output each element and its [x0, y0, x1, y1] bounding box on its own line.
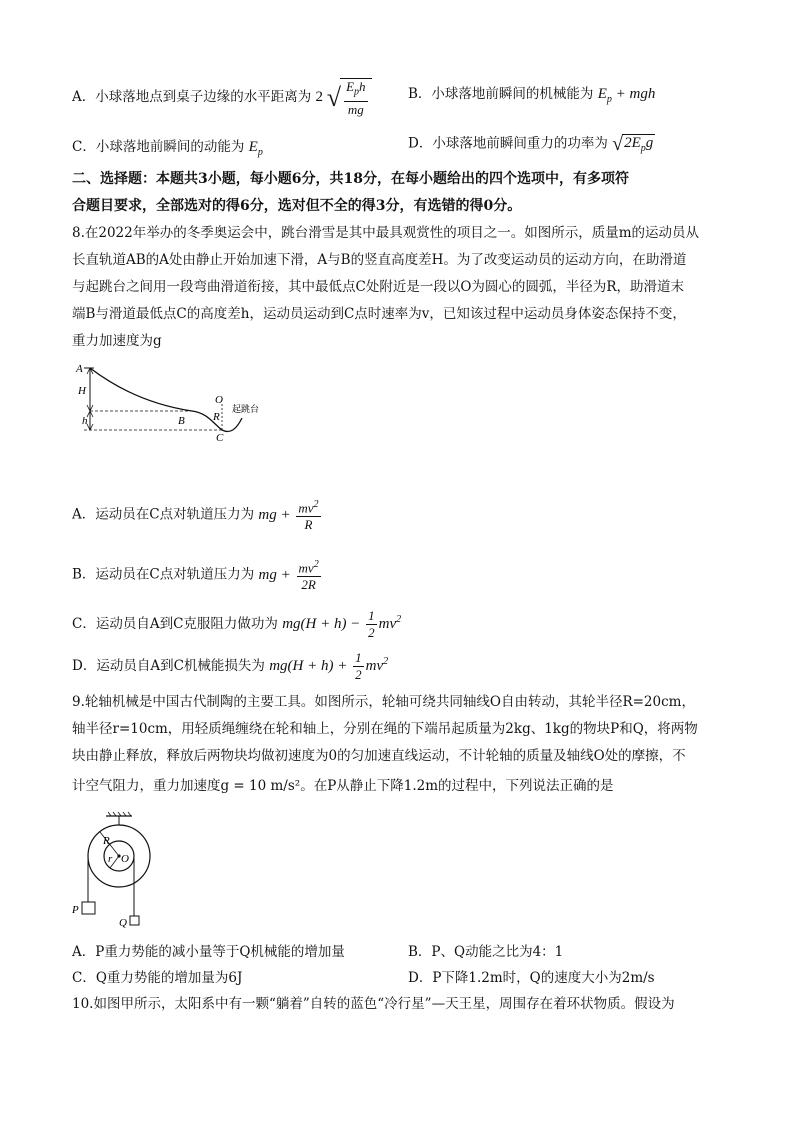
q8-stem-line: 与起跳台之间用一段弯曲滑道衔接，其中最低点C处附近是一段以O为圆心的圆弧，半径为R，助滑道末 [72, 279, 685, 295]
wheel-axle-figure [70, 810, 160, 930]
q10-stem-line: 10.如图甲所示，太阳系中有一颗“躺着”自转的蓝色“冷行星”—天王星，周围存在着环状物质。假设为 [72, 996, 675, 1012]
q7-option-c: C．小球落地前瞬间的动能为 $E_p$ [72, 139, 263, 158]
q9-option-c: C．Q重力势能的增加量为6J [72, 970, 243, 986]
label-h-small: h [82, 415, 88, 427]
block-p [82, 902, 95, 914]
label-p: P [72, 904, 79, 916]
q7-option-b: B．小球落地前瞬间的机械能为 $E_p$ + mgh [408, 86, 656, 105]
sqrt-expression: √ $\frac{E_ph}{mg}$ [327, 78, 372, 118]
label-big-r: R [103, 835, 110, 847]
q8-stem-line: 长直轨道AB的A处由静止开始加速下滑，A与B的竖直高度差H。为了改变运动员的运动方向，在助滑道 [72, 252, 687, 268]
q8-option-d: D．运动员自A到C机械能损失为 mg(H + h) + $\frac{1}{2}$ $mv^2$ [72, 650, 389, 682]
q9-option-b: B．P、Q动能之比为4：1 [408, 944, 564, 960]
q9-stem-line: 块由静止释放，释放后两物块均做初速度为0的匀加速直线运动，不计轮轴的质量及轴线O处的摩擦，不 [72, 748, 686, 764]
q9-stem-line: 轴半径r=10cm，用轻质绳缠绕在轮和轴上，分别在绳的下端吊起质量为2kg、1kg的物块P和Q，将两物 [72, 721, 698, 737]
label-r: R [213, 411, 220, 423]
q8-stem-line: 重力加速度为g [72, 333, 162, 349]
block-q [130, 916, 139, 925]
label-platform: 起跳台 [232, 405, 260, 415]
q8-option-b: B．运动员在C点对轨道压力为 mg + $\frac{mv^2}{2R}$ [72, 559, 319, 593]
label-h-big: H [78, 385, 86, 397]
label-b: B [178, 415, 185, 427]
label-q: Q [119, 917, 127, 929]
section-heading-line1: 二、选择题：本题共3小题，每小题6分，共18分，在每小题给出的四个选项中，有多项符 [72, 171, 629, 187]
q8-stem-line: 端B与滑道最低点C的高度差h，运动员运动到C点时速率为v，已知该过程中运动员身体姿态保持不变， [72, 306, 686, 322]
q7-option-a: A．小球落地点到桌子边缘的水平距离为 2 √ $\frac{E_ph}{mg}$ [72, 78, 372, 118]
label-o: O [215, 394, 223, 406]
q9-stem-line: 计空气阻力，重力加速度g = 10 m/s²。在P从静止下降1.2m的过程中，下列说法正确的是 [72, 778, 614, 794]
q8-option-a: A．运动员在C点对轨道压力为 mg + $\frac{mv^2}{R}$ [72, 499, 319, 533]
q9-option-a: A．P重力势能的减小量等于Q机械能的增加量 [72, 944, 345, 960]
label-small-r: r [108, 853, 113, 865]
q9-stem-line: 9.轮轴机械是中国古代制陶的主要工具。如图所示，轮轴可绕共同轴线O自由转动，其轮半径R=20cm， [72, 694, 695, 710]
ski-jump-figure [72, 360, 272, 448]
section-heading-line2: 合题目要求，全部选对的得6分，选对但不全的得3分，有选错的得0分。 [72, 198, 522, 214]
label-c: C [216, 432, 224, 444]
q9-option-d: D．P下降1.2m时，Q的速度大小为2m/s [408, 970, 655, 986]
label-a: A [76, 363, 83, 375]
q7-option-d: D．小球落地前瞬间重力的功率为 √ $2E_pg$ [408, 133, 654, 155]
label-o: O [121, 853, 129, 865]
q8-option-c: C．运动员自A到C克服阻力做功为 mg(H + h) − $\frac{1}{2}$ $mv^2$ [72, 608, 402, 640]
q8-stem-line: 8.在2022年举办的冬季奥运会中，跳台滑雪是其中最具观赏性的项目之一。如图所示，质量m的运动员从 [72, 225, 700, 241]
